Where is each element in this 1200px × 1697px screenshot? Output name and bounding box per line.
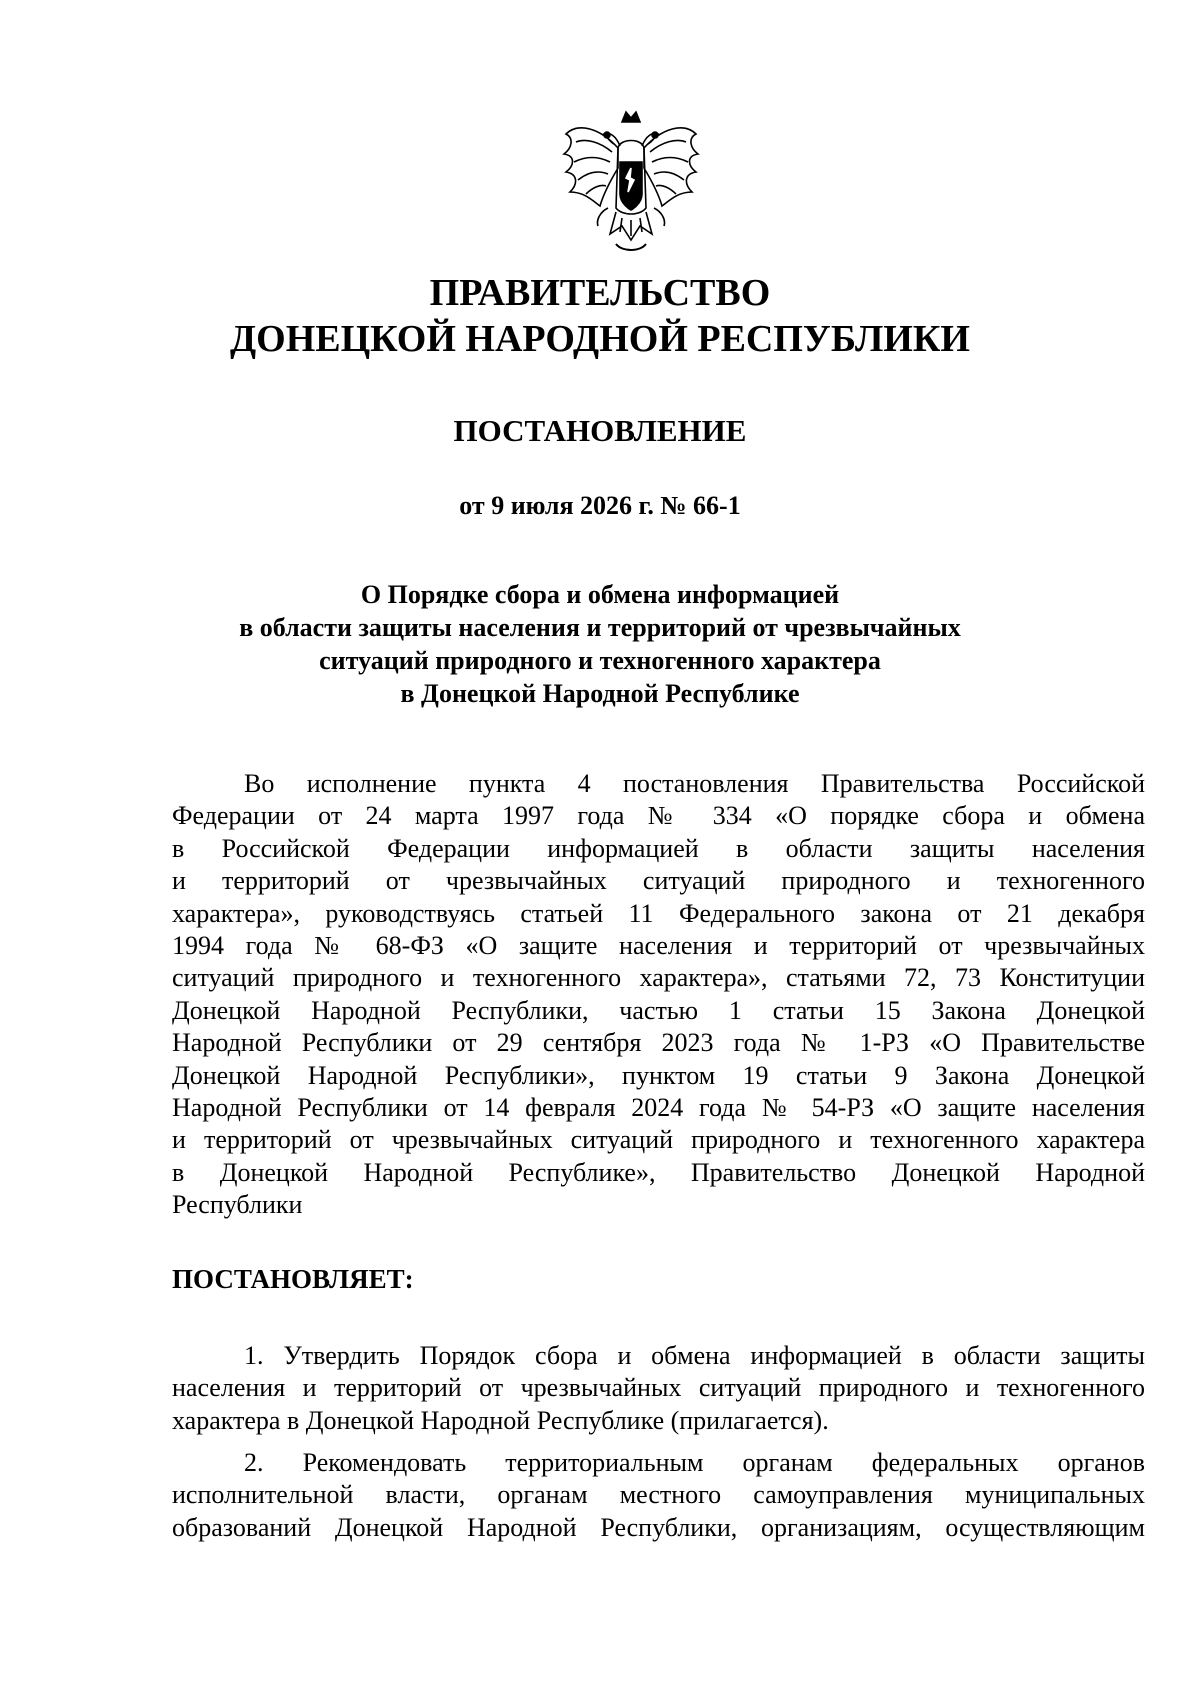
preamble-line: 1994 года № 68-ФЗ «О защите населения и территорий от чрезвычайных bbox=[172, 931, 1145, 961]
decree-item-2 bbox=[172, 1447, 1145, 1544]
subject-line: в Донецкой Народной Республике bbox=[400, 679, 800, 708]
decree-item-1 bbox=[172, 1340, 1145, 1437]
preamble-line: и территорий от чрезвычайных ситуаций природного и техногенного bbox=[172, 866, 1145, 896]
item-line: характера в Донецкой Народной Республике (прилагается). bbox=[172, 1405, 829, 1435]
preamble-line: ситуаций природного и техногенного характера», статьями 72, 73 Конституции bbox=[172, 963, 1145, 993]
item-line: образований Донецкой Народной Республики, организациям, осуществляющим bbox=[172, 1512, 1145, 1542]
preamble-line: и территорий от чрезвычайных ситуаций природного и техногенного характера bbox=[172, 1125, 1145, 1155]
preamble-line: характера», руководствуясь статьей 11 Федерального закона от 21 декабря bbox=[172, 898, 1145, 928]
preamble-paragraph bbox=[172, 768, 1145, 1222]
item-line: 1. Утвердить Порядок сбора и обмена информацией в области защиты bbox=[244, 1341, 1145, 1370]
preamble-line: Народной Республики от 14 февраля 2024 года № 54-РЗ «О защите населения bbox=[172, 1093, 1145, 1123]
item-line: населения и территорий от чрезвычайных ситуаций природного и техногенного bbox=[172, 1373, 1145, 1403]
preamble-line: Донецкой Народной Республики, частью 1 статьи 15 Закона Донецкой bbox=[172, 995, 1145, 1025]
subject-line: О Порядке сбора и обмена информацией bbox=[360, 580, 840, 609]
item-line: исполнительной власти, органам местного самоуправления муниципальных bbox=[172, 1480, 1145, 1510]
government-title bbox=[0, 270, 1200, 362]
item-line: 2. Рекомендовать территориальным органам федеральных органов bbox=[244, 1448, 1145, 1477]
preamble-line: Республики bbox=[172, 1190, 303, 1220]
coat-of-arms-icon bbox=[560, 108, 702, 258]
document-date: от 9 июля 2026 г. № 66-1 bbox=[459, 491, 741, 520]
preamble-line: Народной Республики от 29 сентября 2023 года № 1-РЗ «О Правительстве bbox=[172, 1028, 1145, 1058]
document-type: ПОСТАНОВЛЕНИЕ bbox=[453, 413, 747, 448]
government-title-line-2: ДОНЕЦКОЙ НАРОДНОЙ РЕСПУБЛИКИ bbox=[230, 318, 970, 360]
decree-heading: ПОСТАНОВЛЯЕТ: bbox=[172, 1264, 414, 1294]
preamble-line: Федерации от 24 марта 1997 года № 334 «О порядке сбора и обмена bbox=[172, 801, 1145, 831]
preamble-line: Во исполнение пункта 4 постановления Правительства Российской bbox=[244, 769, 1145, 798]
preamble-line: в Донецкой Народной Республике», Правительство Донецкой Народной bbox=[172, 1157, 1145, 1187]
preamble-line: в Российской Федерации информацией в области защиты населения bbox=[172, 833, 1145, 863]
government-title-line-1: ПРАВИТЕЛЬСТВО bbox=[429, 272, 771, 314]
document-subject bbox=[0, 578, 1200, 710]
subject-line: в области защиты населения и территорий от чрезвычайных bbox=[239, 613, 961, 642]
preamble-line: Донецкой Народной Республики», пунктом 19 статьи 9 Закона Донецкой bbox=[172, 1060, 1145, 1090]
subject-line: ситуаций природного и техногенного характера bbox=[319, 646, 881, 675]
